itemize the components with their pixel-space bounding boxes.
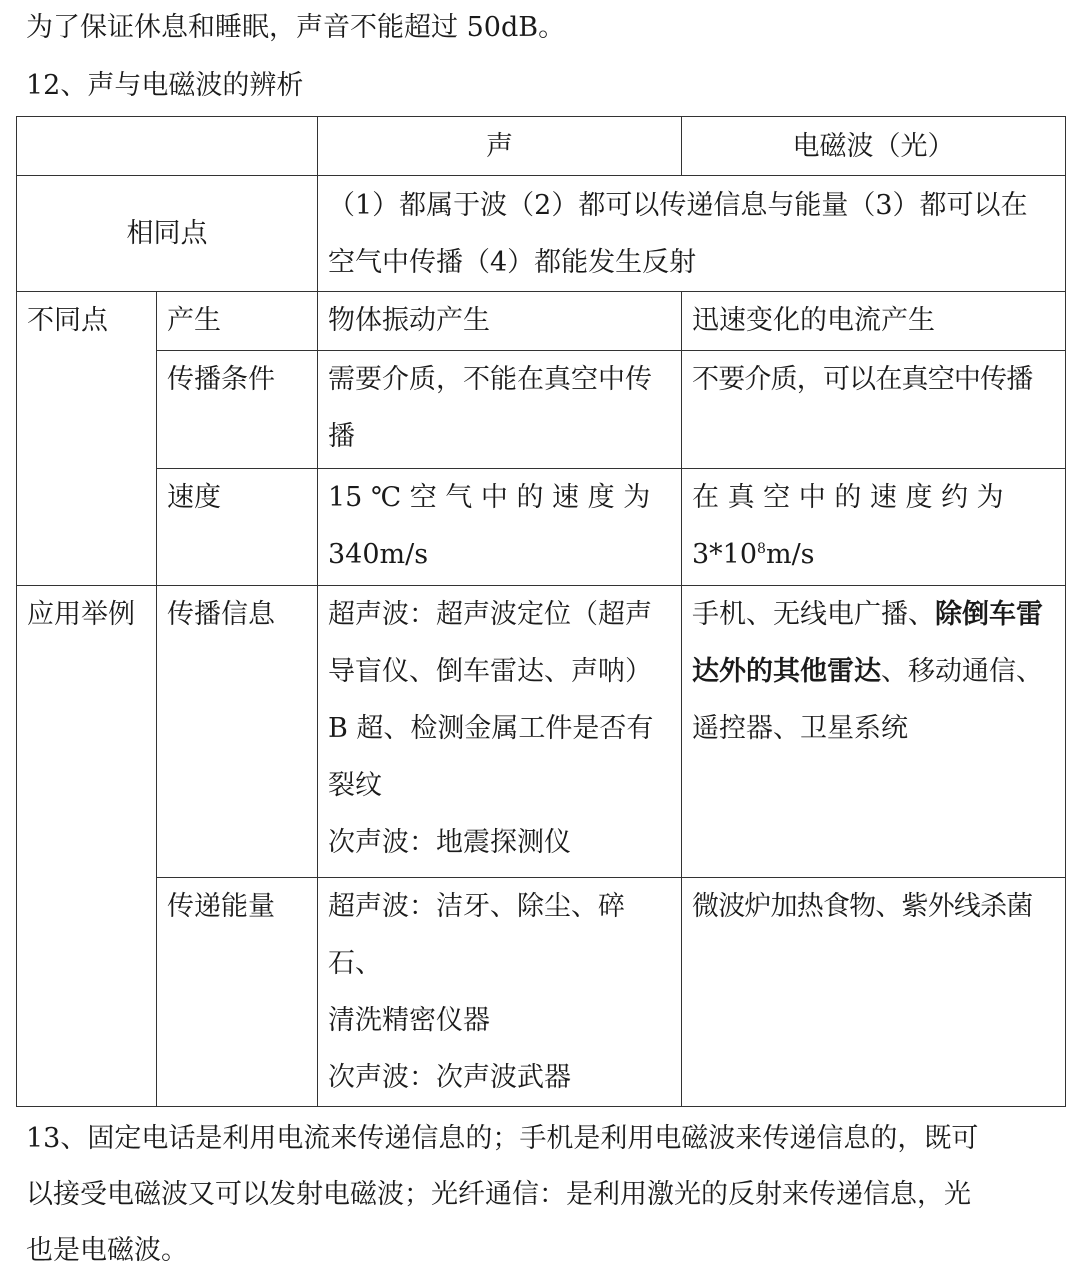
speed-unit: m/s [765,539,815,570]
cell-line: 导盲仪、倒车雷达、声呐） [328,656,652,687]
diff-sound-speed [318,469,682,586]
same-text [318,176,1066,292]
app-em-energy: 微波炉加热食物、紫外线杀菌 [682,878,1066,1107]
cell-line: 裂纹 [328,770,382,801]
diff-row-origin [17,292,1066,351]
diff-sound-origin: 物体振动产生 [318,292,682,351]
app-row-energy [17,878,1066,1107]
paragraph-line: 以接受电磁波又可以发射电磁波；光纤通信：是利用激光的反射来传递信息，光 [26,1179,971,1210]
intro-line: 为了保证休息和睡眠，声音不能超过 50dB。 [26,12,566,43]
section-13-paragraph [26,1111,1056,1279]
cell-line: 超声波：超声波定位（超声 [328,599,652,630]
cell-line: 次声波：地震探测仪 [328,827,571,858]
same-text-line: （1）都属于波（2）都可以传递信息与能量（3）都可以在 [328,189,1028,221]
speed-value [692,526,1055,583]
cell-line: B 超、检测金属工件是否有 [328,713,654,744]
diff-label-origin: 产生 [157,292,318,351]
cell-line: 15 ℃ 空 气 中 的 速 度 为 [328,482,651,513]
app-label-info: 传播信息 [157,586,318,878]
paragraph-line: 也是电磁波。 [26,1235,188,1266]
header-blank-cell [17,117,318,176]
app-em-info [682,586,1066,878]
cell-line [692,643,1055,700]
diff-label-speed: 速度 [157,469,318,586]
diff-label-medium: 传播条件 [157,351,318,469]
app-label-energy: 传递能量 [157,878,318,1107]
cell-line: 清洗精密仪器 [328,1005,490,1036]
cell-line: 遥控器、卫星系统 [692,713,908,744]
diff-group-label: 不同点 [17,292,157,586]
diff-row-medium [17,351,1066,469]
cell-line: 次声波：次声波武器 [328,1062,571,1093]
header-sound: 声 [318,117,682,176]
cell-line [692,586,1055,643]
app-group-label: 应用举例 [17,586,157,1107]
app-row-info [17,586,1066,878]
section-12-heading: 12、声与电磁波的辨析 [26,70,304,101]
header-em-wave: 电磁波（光） [682,117,1066,176]
cell-line: 需要介质，不能在真空中传 [328,364,652,395]
speed-exponent: 8 [757,541,766,557]
em-info-bold: 达外的其他雷达 [692,656,881,687]
cell-line: 超声波：洁牙、除尘、碎石、 [328,891,625,979]
cell-line: 340m/s [328,539,429,570]
same-text-line: 空气中传播（4）都能发生反射 [328,246,697,278]
app-sound-info [318,586,682,878]
em-info-text: 、移动通信、 [881,656,1043,687]
diff-em-origin: 迅速变化的电流产生 [682,292,1066,351]
diff-em-speed [682,469,1066,586]
diff-em-medium: 不要介质，可以在真空中传播 [682,351,1066,469]
same-label: 相同点 [17,176,318,292]
em-info-text: 手机、无线电广播、 [692,599,935,630]
diff-row-speed [17,469,1066,586]
diff-sound-medium [318,351,682,469]
cell-line: 在 真 空 中 的 速 度 约 为 [692,482,1004,513]
app-sound-energy [318,878,682,1107]
em-info-bold: 除倒车雷 [935,599,1043,630]
paragraph-line: 13、固定电话是利用电流来传递信息的；手机是利用电磁波来传递信息的，既可 [26,1123,979,1154]
comparison-table [16,116,1066,1107]
cell-line: 播 [328,421,355,452]
header-row [17,117,1066,176]
speed-base: 3*10 [692,539,758,570]
same-row [17,176,1066,292]
